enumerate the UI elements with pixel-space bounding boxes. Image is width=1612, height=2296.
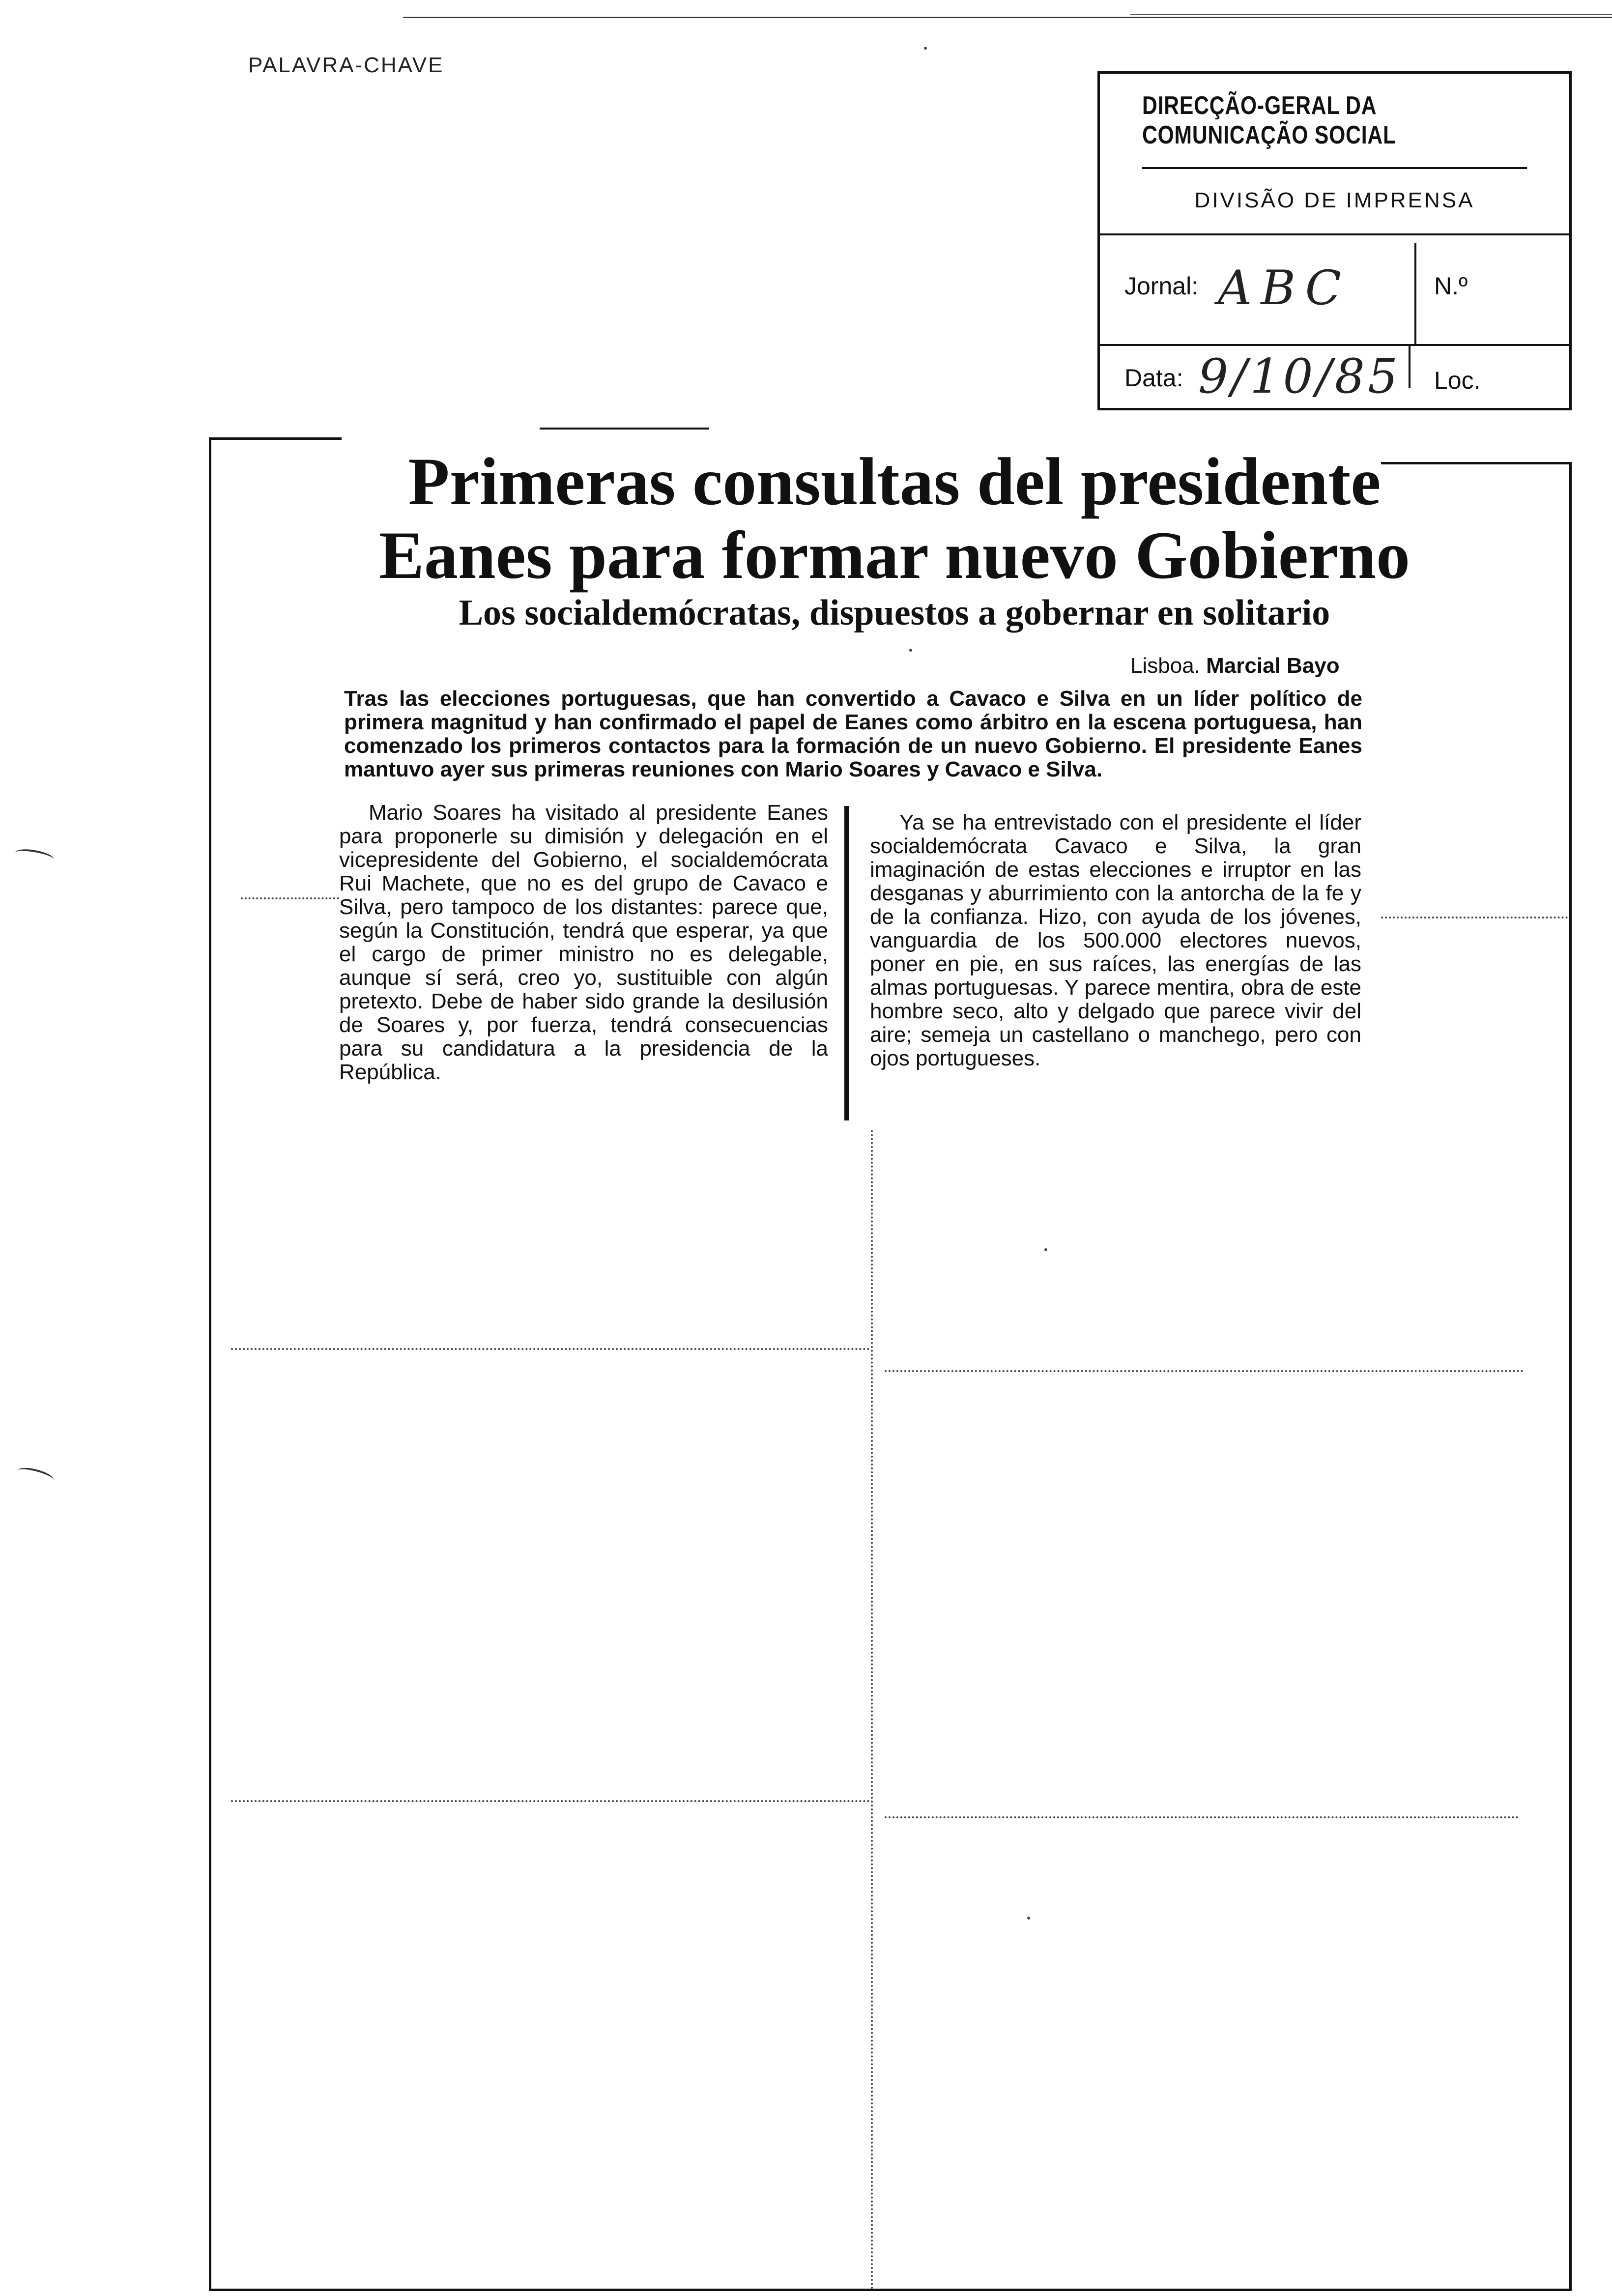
top-rule-secondary: [1130, 14, 1612, 15]
dotted-guide-mid-right: [885, 1370, 1524, 1372]
article-lede: Tras las elecciones portuguesas, que han convertido a Cavaco e Silva en un líder político de primera magnitud y han confirmado el papel de Eanes como árbitro en la escena portuguesa, han comenzado los primeros contactos para la formación de un nuevo Gobierno. El presidente Eanes mantuvo ayer sus primeras reuniones con Mario Soares y Cavaco e Silva.: [344, 687, 1362, 781]
speck-4: [1027, 1917, 1030, 1920]
headline-rule: [540, 428, 709, 430]
data-handwritten-value: 9/10/85: [1198, 349, 1401, 404]
top-rule: [403, 17, 1612, 18]
stamp-jornal-row: [1100, 233, 1569, 346]
article-headline: Primeras consultas del presidente Eanes para formar nuevo Gobierno: [378, 444, 1410, 593]
jornal-label: Jornal:: [1124, 272, 1199, 300]
article-column-2: Ya se ha entrevistado con el presidente el líder socialdemócrata Cavaco e Silva, la gran imaginación de estas elecciones e irruptor en las desganas y aburrimiento con la antorcha de la fe y de la confianza. Hizo, con ayuda de los jóvenes, vanguardia de los 500.000 electores nuevos, poner en pie, en sus raíces, las energías de las almas portuguesas. Y parece mentira, obra de este hombre seco, alto y delgado que parece vivir del aire; semeja un castellano o manchego, pero con ojos portugueses.: [870, 810, 1361, 1070]
dotted-guide-low-left: [231, 1800, 870, 1802]
keyword-label: PALAVRA-CHAVE: [248, 53, 444, 77]
stamp-divider-2: [1409, 344, 1410, 388]
frame-right: [1569, 462, 1572, 2291]
jornal-handwritten-value: ABC: [1218, 260, 1351, 316]
margin-mark: [14, 847, 55, 865]
dotted-guide-right: [1381, 917, 1568, 918]
registry-stamp: [1097, 71, 1572, 410]
frame-left: [209, 437, 211, 2291]
dotted-vertical-guide: [871, 1130, 873, 2290]
numero-label: N.º: [1434, 272, 1468, 300]
loc-label: Loc.: [1434, 367, 1481, 394]
article-subheadline: Los socialdemócratas, dispuestos a gobernar en solitario: [459, 593, 1330, 633]
dotted-guide-low-right: [885, 1816, 1519, 1818]
dotted-guide-mid-left: [231, 1348, 870, 1350]
speck-2: [909, 649, 912, 652]
dotted-guide-left: [241, 897, 339, 899]
dateline: [1130, 654, 1340, 678]
stamp-data-row: [1100, 344, 1569, 413]
frame-bottom: [209, 2289, 1572, 2291]
column-separator: [844, 806, 849, 1120]
stamp-title: DIRECÇÃO-GERAL DA COMUNICAÇÃO SOCIAL: [1142, 74, 1527, 169]
frame-top-left: [209, 437, 342, 440]
margin-mark-2: [16, 1465, 55, 1486]
speck-3: [1044, 1248, 1047, 1251]
data-label: Data:: [1124, 364, 1183, 392]
article-column-1: Mario Soares ha visitado al presidente Eanes para proponerle su dimisión y delegación en el vicepresidente del Gobierno, el socialdemócrata Rui Machete, que no es del grupo de Cavaco e Silva, pero tampoco de los distantes: parece que, según la Constitución, tendrá que esperar, ya que el cargo de primer ministro no es delegable, aunque sí será, creo yo, sustituible con algún pretexto. Debe de haber sido grande la desilusión de Soares y, por fuerza, tendrá consecuencias para su candidatura a la presidencia de la República.: [339, 801, 828, 1084]
dateline-author: Marcial Bayo: [1206, 654, 1340, 678]
stamp-divider: [1414, 243, 1416, 344]
stamp-division: DIVISÃO DE IMPRENSA: [1100, 167, 1569, 235]
speck: [924, 47, 927, 50]
dateline-place: Lisboa.: [1130, 654, 1200, 678]
